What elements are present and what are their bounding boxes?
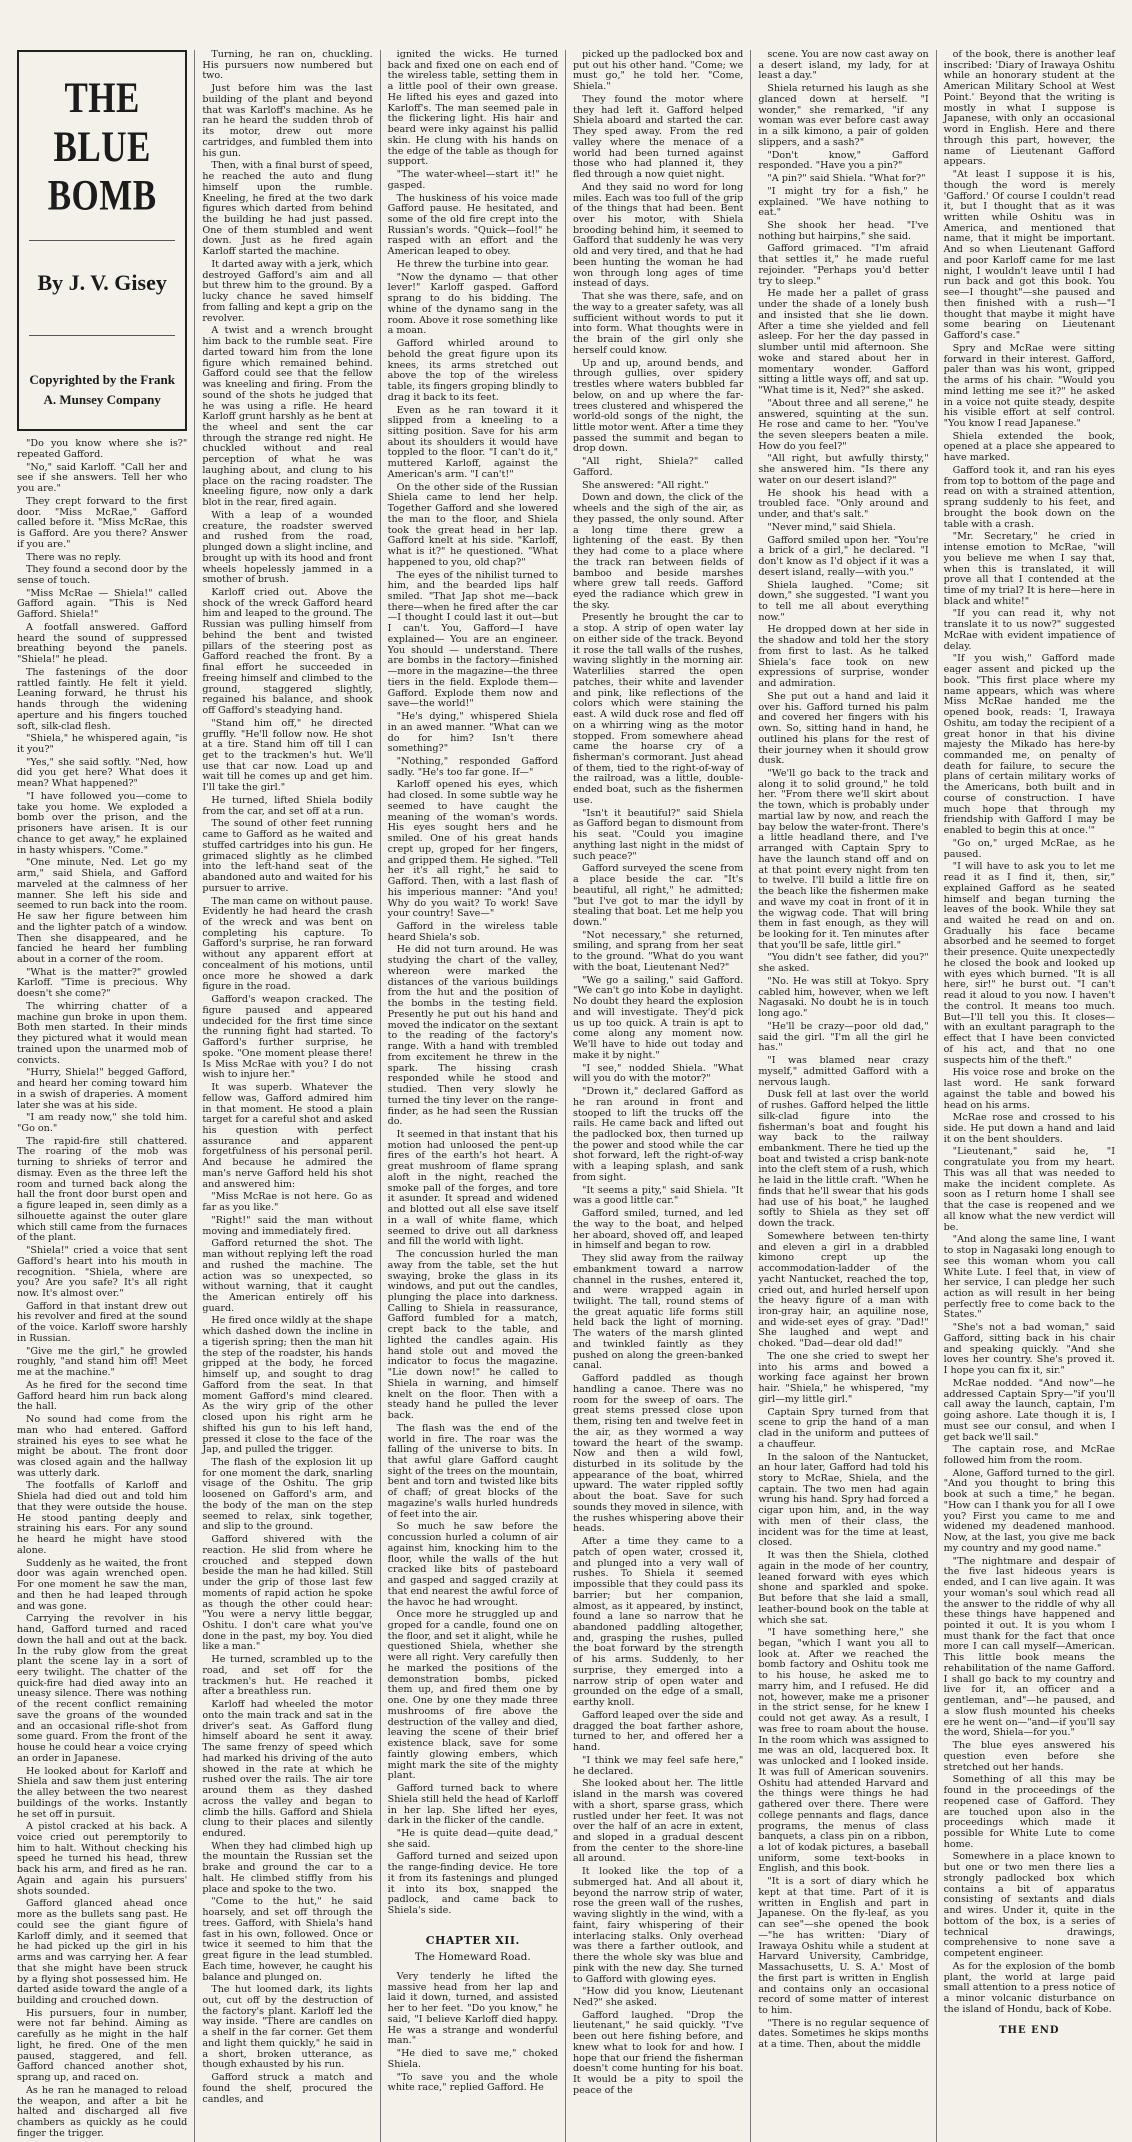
paragraph: With a leap of a wounded creature, the roadster swerved and rushed from the road, plunged down a slight incline, and brought up with its hood and front wheels hopelessly jammed in a smother of brush. bbox=[202, 509, 373, 586]
paragraph: "I might try for a fish," he explained. "We have nothing to eat." bbox=[758, 185, 929, 219]
paragraph: McRae nodded. "And now"—he addressed Captain Spry—"if you'll call away the launch, captain, I'm going ashore. Late though it is, I must see our consul, and when I get back we'll sail." bbox=[943, 1377, 1115, 1443]
paragraph: "No. He was still at Tokyo. Spry cabled him, however, when we left Nagasaki. No doubt he is in touch long ago." bbox=[758, 975, 929, 1020]
paragraph: Gafford turned back to where Shiela still held the head of Karloff in her lap. She lifted her eyes, dark in the flicker of the candle. bbox=[387, 1783, 558, 1827]
paragraph: "Drown it," declared Gafford as he ran around in front and stooped to lift the trucks off the rails. He came back and lifted out the padlocked box, then turned up the power and stood while the car shot forward, left the right-of-way with a leaping splash, and sank from sight. bbox=[572, 1086, 744, 1183]
paragraph: So much he saw before the concussion hurled a column of air against him, knocking him to the floor, while the walls of the hut cracked like bits of pasteboard and gasped and sagged crazily at that end nearest the awful force of the havoc he had wrought. bbox=[387, 1521, 558, 1608]
paragraph: "Shiela," he whispered again, "is it you?" bbox=[17, 733, 188, 756]
paragraph: Karloff had wheeled the motor onto the main track and sat in the driver's seat. As Gafford flung himself aboard he sent it away. The same frenzy of speed which had marked his driving of the auto showed in the rate at which he rushed over the rails. The air tore around them as they dashed across the valley and began to climb the hills. Gafford and Shiela clung to their places and silently endured. bbox=[202, 1699, 373, 1839]
paragraph: Gafford returned the shot. The man without replying left the road and rushed the machine. The action was so unexpected, so without warning, that it caught the American entirely off his guard. bbox=[202, 1238, 373, 1314]
paragraph: Once more he struggled up and groped for a candle, found one on the floor, and set it alight, while he questioned Shiela, whether she were all right. Very carefully then he marked the positions of the demonstration bombs, picked them up, and fired them one by one. One by one they made three mushrooms of fire above the destruction of the valley and died, leaving the scene of their brief existence black, save for some faintly glowing embers, which might mark the site of the mighty plant. bbox=[387, 1609, 558, 1782]
paragraph: He made her a pallet of grass under the shade of a lonely bush and insisted that she lie down. After a time she yielded and fell asleep. For her the day passed in slumber until mid afternoon. She woke and stared about her in momentary wonder. Gafford sitting a little ways off, and sat up. "What time is it, Ned?" she asked. bbox=[758, 288, 929, 397]
paragraph: It darted away with a jerk, which destroyed Gafford's aim and all but threw him to the ground. By a lucky chance he saved himself from falling and kept a grip on the revolver. bbox=[202, 258, 373, 324]
paragraph: It was then the Shiela, clothed again in the mode of her country, leaned forward with eyes which shone and sparkled and spoke. But before that she laid a small, leather-bound book on the table at which she sat. bbox=[758, 1550, 929, 1626]
paragraph: The flash was the end of the world in fire. The roar was the falling of the universe to bits. In that awful glare Gafford caught sight of the trees on the mountain, bent and torn and twisted like bits of chaff; of great blocks of the magazine's walls hurled hundreds of feet into the air. bbox=[387, 1422, 558, 1520]
paragraph: Very tenderly he lifted the massive head from her lap and laid it down, turned, and assisted her to her feet. "Do you know," he said, "I believe Karloff died happy. He was a strange and wonderful man." bbox=[387, 1970, 558, 2047]
paragraph: "I have something here," she began, "which I want you all to look at. After we reached the bomb factory and Oshitu took me to his house, he asked me to marry him, and I refused. He did not, however, make me a prisoner in the strict sense, for he knew I could not get away. As a result, I was free to roam about the house. In the room which was assigned to me was an old, lacquered box. It was unlocked and I looked inside. It was full of American souvenirs. Oshitu had attended Harvard and the things were things he had gathered over there. There were college pennants and flags, dance programs, the menus of class banquets, a class pin on a ribbon, a lot of kodak pictures, a baseball uniform, some text-books in English, and this book. bbox=[758, 1627, 929, 1875]
paragraph: No sound had come from the man who had entered. Gafford strained his eyes to see what he might be about. The front door was closed again and the hallway was utterly dark. bbox=[17, 1414, 188, 1479]
column-4 bbox=[566, 50, 751, 2142]
column-1-text bbox=[17, 439, 187, 2139]
paragraph: Gafford grimaced. "I'm afraid that settles it," he made rueful rejoinder. "Perhaps you'd better try to sleep." bbox=[758, 243, 929, 287]
column-grid bbox=[10, 49, 1122, 2139]
paragraph: Something of all this may be found in the proceedings of the reopened case of Gafford. They are touched upon also in the proceedings which made it possible for White Lute to come home. bbox=[943, 1774, 1115, 1850]
paragraph: "We'll go back to the track and along it to solid ground," he told her. "From there we'll skirt about the town, which is probably under martial law by now, and reach the bay below the water-front. There's a little headland there, and I've arranged with Captain Spry to have the launch stand off and on at that point every night from ten to twelve. I'll build a little fire on the beach like the fishermen make and wave my coat in front of it in the wigwag code. That will bring them in fast enough, as they will be looking for it. Ten minutes after that you'll be safe, little girl." bbox=[758, 768, 929, 951]
column-3-text bbox=[388, 50, 558, 1917]
paragraph: "It is a sort of diary which he kept at that time. Part of it is written in English and part in Japanese. On the fly-leaf, as you can see"—she opened the book—"he has written: 'Diary of Irawaya Oshitu while a student at Harvard University, Cambridge, Massachusetts, U. S. A.' Most of the first part is written in English and contains only an occasional record of some matter of interest to him. bbox=[758, 1876, 929, 2016]
paragraph: "Mr. Secretary," he cried in intense emotion to McRae, "will you believe me when I say that, when this is translated, it will prove all that I contended at the time of my trial? It is here—here in black and white!" bbox=[943, 531, 1115, 607]
paragraph: Gafford struck a match and found the shelf, procured the candles, and bbox=[202, 2072, 373, 2105]
paragraph: "The water-wheel—start it!" he gasped. bbox=[387, 169, 558, 191]
paragraph: Gafford paddled as though handling a canoe. There was no room for the sweep of oars. The great stems pressed close upon them, rising ten and twelve feet in the air, as they wormed a way toward the heart of the swamp. Now and then a wild fowl, disturbed in its solitude by the appearance of the boat, whirred upward. The water rippled softly about the boat. Save for such sounds they moved in silence, with the rushes whispering above their heads. bbox=[572, 1373, 744, 1535]
paragraph: "All right, but awfully thirsty," she answered him. "Is there any water on our desert island?" bbox=[758, 453, 929, 486]
paragraph: Gafford in that instant drew out his revolver and fired at the sound of the voice. Karloff swore harshly in Russian. bbox=[17, 1300, 188, 1344]
paragraph: The sound of other feet running came to Gafford as he waited and stuffed cartridges into his gun. He grimaced slightly as he climbed into the left-hand seat of the abandoned auto and waited for his pursuer to arrive. bbox=[202, 818, 373, 894]
paragraph: McRae rose and crossed to his side. He put down a hand and laid it on the bent shoulders. bbox=[943, 1112, 1115, 1145]
paragraph: There was no reply. bbox=[26, 551, 122, 563]
paragraph: Gafford took it, and ran his eyes from top to bottom of the page and read on with a strained attention, sprang suddenly to his feet, and brought the book down on the table with a crash. bbox=[943, 464, 1115, 530]
paragraph: "Hurry, Shiela!" begged Gafford, and heard her coming toward him in a swish of draperies. A moment later she was at his side. bbox=[17, 1067, 188, 1111]
paragraph: "We go a sailing," said Gafford. "We can't go into Kobe in daylight. No doubt they heard the explosion and will investigate. They'd pick us up too quick. A train is apt to come along any moment now. We'll have to hide out today and make it by night." bbox=[572, 974, 744, 1061]
paragraph: "What is the matter?" growled Karloff. "Time is precious. Why doesn't she come?" bbox=[17, 966, 188, 1000]
paragraph: He shook his head with a troubled face. "Only around and under, and that's salt." bbox=[758, 487, 929, 521]
paragraph: On the other side of the Russian Shiela came to lend her help. Together Gafford and she lowered the man to the floor, and Shiela took the great head in her lap. Gafford knelt at his side. "Karloff, what is it?" he questioned. "What happened to you, old chap?" bbox=[387, 481, 558, 568]
column-5 bbox=[751, 50, 936, 2142]
paragraph: "Shiela!" cried a voice that sent Gafford's heart into his mouth in recognition. "Shiela, where are you? Are you safe? It's all right now. It's almost over." bbox=[17, 1245, 188, 1299]
paragraph: His pursuers, four in number, were not far behind. Aiming as carefully as he might in the half light, he fired. One of the men paused, staggered, and fell. Gafford chanced another shot, sprang up, and raced on. bbox=[17, 2007, 188, 2084]
paragraph: His voice rose and broke on the last word. He sank forward against the table and bowed his head on his arms. bbox=[943, 1067, 1115, 1111]
title-divider bbox=[29, 240, 175, 241]
paragraph: "Miss McRae is not here. Go as far as you like." bbox=[202, 1191, 373, 1214]
paragraph: The flash of the explosion lit up for one moment the dark, snarling visage of the Oshitu. The grip loosened on Gafford's arm, and the body of the man on the step seemed to relax, sink together, and slip to the ground. bbox=[202, 1457, 373, 1533]
paragraph: Presently he brought the car to a stop. A strip of open water lay on either side of the track. Beyond it rose the tall walls of the rushes, waving slightly in the morning air. Waterlilies starred the open patches, their white and lavender and pink, like reflections of the colors which were staining the east. A wild duck rose and fled off on a whirring wing as the motor stopped. From somewhere ahead came the hoarse cry of a fisherman's cormorant. Just ahead of them, tied to the right-of-way of the railroad, was a little, double-ended boat, such as the fishermen use. bbox=[572, 612, 744, 806]
paragraph: Shiela extended the book, opened at a place she appeared to have marked. bbox=[943, 430, 1115, 464]
paragraph: Suddenly as he waited, the front door was again wrenched open. For one moment he saw the man, and then he had leaped through and was gone. bbox=[17, 1557, 188, 1612]
paragraph: Somewhere in a place known to but one or two men there lies a strongly padlocked box which contains a bit of apparatus consisting of sextants and dials and wires. Under it, quite in the bottom of the box, is a series of technical drawings, comprehensive to none save a competent engineer. bbox=[943, 1851, 1115, 1960]
paragraph: It looked like the top of a submerged hat. And all about it, beyond the narrow strip of water, rose the green wall of the rushes, waving slightly in the wind, with a faint, fairy whispering of their interlacing stalks. Only overhead was there a farther outlook, and there the whole sky was blue and pink with the new day. She turned to Gafford with glowing eyes. bbox=[572, 1866, 744, 1985]
paragraph: She shook her head. "I've nothing but hairpins," she said. bbox=[758, 220, 929, 242]
paragraph: Karloff opened his eyes, which had closed. In some subtle way he seemed to have caught the meaning of the woman's words. His eyes sought hers and he smiled. One of his great hands crept up, groped for her fingers, and gripped them. He sighed. "Tell her it's all right," he said to Gafford. Then, with a last flash of his imperious manner: "And you! Why do you wait? To work! Save your country! Save—" bbox=[387, 779, 558, 920]
paragraph: As he fired for the second time Gafford heard him run back along the hall. bbox=[17, 1379, 188, 1413]
paragraph: She put out a hand and laid it over his. Gafford turned his palm and covered her fingers with his own. So, sitting hand in hand, he outlined his plans for the rest of their journey when it should grow dusk. bbox=[758, 690, 929, 767]
paragraph: The eyes of the nihilist turned to him, and the bearded lips half smiled. "That Jap shot me—back there—when he fired after the car—I thought I could last it out—but I can't. You, Gafford—I have explained— You are an engineer. You should — understand. There are bombs in the factory—finished—more in the magazine—the three tiers in the field. Explode them—Gafford. Explode them now and save—the world!" bbox=[387, 569, 558, 710]
paragraph: Down and down, the click of the wheels and the sigh of the air, as they passed, the only sound. After a long time there grew a lightening of the east. By then they had come to a place where the track ran between fields of bamboo and beside marshes where grew tall reeds. Gafford eyed the radiance which grew in the sky. bbox=[572, 492, 744, 611]
paragraph: "Right!" said the man without moving and immediately fired. bbox=[202, 1214, 373, 1237]
paragraph: "How did you know, Lieutenant Ned?" she asked. bbox=[572, 1986, 744, 2008]
paragraph: "Give me the girl," he growled roughly, "and stand him off! Meet me at the machine." bbox=[17, 1345, 188, 1379]
paragraph: As he ran he managed to reload the weapon, and after a bit he halted and discharged all five chambers as quickly as he could finger the trigger. bbox=[17, 2084, 188, 2139]
paragraph: "I have followed you—come to take you home. We exploded a bomb over the prison, and the prisoners have arisen. It is our chance to get away," he explained in hasty whispers. "Come." bbox=[17, 790, 188, 856]
paragraph: Gafford laughed. "Drop the lieutenant," he said quickly. "I've been out here fishing before, and knew what to look for and how. I hope that our friend the fisherman doesn't come hunting for his boat. It would be a pity to spoil the peace of the bbox=[572, 2009, 744, 2096]
paragraph: scene. You are now cast away on a desert island, my lady, for at least a day." bbox=[758, 49, 929, 82]
column-2 bbox=[195, 50, 380, 2142]
paragraph: The blue eyes answered his question even before she stretched out her hands. bbox=[943, 1740, 1115, 1773]
paragraph: Dusk fell at last over the world of rushes. Gafford helped the little silk-clad figure into the fisherman's boat and fought his way back to the railway embankment. There he tied up the boat and twisted a crisp bank-note into the cleft stem of a rush, which he laid in the little craft. "When he finds that he'll swear that his gods had use of his boat," he laughed softly to Shiela as they set off down the track. bbox=[758, 1089, 929, 1230]
paragraph: She looked about her. The little island in the marsh was covered with a short, sparse grass, which rustled under her feet. It was not over the half of an acre in extent, and sloped in a gradual descent from the center to the shore-line all around. bbox=[572, 1778, 744, 1865]
paragraph: "A pin?" said Shiela. "What for?" bbox=[767, 173, 926, 185]
paragraph: picked up the padlocked box and put out his other hand. "Come; we must go," he told her. "Come, Shiela." bbox=[572, 49, 744, 93]
paragraph: The one she cried to swept her into his arms and bowed a working face against her brown hair. "Shiela," he whispered, "my girl—my little girl." bbox=[758, 1350, 929, 1405]
column-3-text-after-chapter bbox=[388, 1972, 558, 2094]
paragraph: Just before him was the last building of the plant and beyond that was Karloff's machine. As he ran he heard the sudden throb of its motor, drew out more cartridges, and fumbled them into his gun. bbox=[202, 83, 373, 159]
paragraph: "Miss McRae — Shiela!" called Gafford again. "This is Ned Gafford. Shiela!" bbox=[17, 587, 188, 621]
paragraph: Karloff cried out. Above the shock of the wreck Gafford heard him and leaped to the ground. The Russian was pulling himself from behind the bent and twisted pillars of the steering post as Gafford reached the front. By a final effort he succeeded in freeing himself and climbed to the ground, staggered slightly, regained his balance, and shook off Gafford's steadying hand. bbox=[202, 586, 373, 717]
paragraph: Captain Spry turned from that scene to grip the hand of a man clad in the uniform and puttees of a chauffeur. bbox=[758, 1406, 929, 1450]
paragraph: Carrying the revolver in his hand, Gafford turned and raced down the hall and out at the back. In the ruby glow from the great plant the scene lay in a sort of eery twilight. The chatter of the quick-fire had died away into an uneasy silence. There was nothing of the recent conflict remaining save the groans of the wounded and an occasional rifle-shot from some guard. From the front of the house he could hear a voice crying an order in Japanese. bbox=[17, 1613, 188, 1764]
paragraph: The whirring chatter of a machine gun broke in upon them. Both men started. In their minds they pictured what it would mean trained upon the unarmed mob of convicts. bbox=[17, 1000, 188, 1066]
paragraph: "Now the dynamo — that other lever!" Karloff gasped. Gafford sprang to do his bidding. The whine of the dynamo sang in the room. Above it rose something like a moan. bbox=[387, 271, 558, 337]
column-5-text bbox=[758, 50, 928, 2051]
paragraph: "I think we may feel safe here," he declared. bbox=[572, 1754, 744, 1777]
chapter-name: The Homeward Road. bbox=[414, 1951, 531, 1964]
paragraph: He fired once wildly at the shape which dashed down the incline in a tigerish spring; then the man hit the step of the roadster, his hands gripped at the body, he forced himself up, and sought to drag Gafford from the seat. In that moment Gafford's mind cleared. As the wiry grip of the other closed upon his right arm he shifted his gun to his left hand, pressed it close to the face of the Jap, and pulled the trigger. bbox=[202, 1315, 373, 1456]
paragraph: Gafford smiled upon her. "You're a brick of a girl," he declared. "I don't know as I'd object if it was a desert island, really—with you." bbox=[758, 534, 929, 578]
paragraph: Then, with a final burst of speed, he reached the auto and flung himself upon the rumble. Kneeling, he fired at the two dark figures which darted from behind the building he had just passed. One of them stumbled and went down. Just as he fired again Karloff started the machine. bbox=[202, 160, 373, 258]
paragraph: Turning, he ran on, chuckling. His pursuers now numbered but two. bbox=[202, 49, 373, 82]
paragraph: "He died to save me," choked Shiela. bbox=[387, 2048, 558, 2070]
paragraph: Gafford shivered with the reaction. He slid from where he crouched and stepped down beside the man he had killed. Still under the grip of those last few moments of rapid action he spoke as though the other could hear: "You were a nervy little beggar, Oshitu. I don't care what you've done in the past, my boy. You died like a man." bbox=[202, 1534, 373, 1653]
paragraph: "I will have to ask you to let me read it as I find it, then, sir," explained Gafford as he seated himself and began turning the leaves of the book. While they sat and waited he read on and on. Gradually his face became absorbed and he seemed to forget their presence. Quite unexpectedly he closed the book and looked up with eyes which burned. "It is all here, sir!" he burst out. "I can't read it aloud to you now. I haven't the control. It means too much. But—I'll tell you this. It closes—with an exultant paragraph to the effect that I have been convicted of his act, and that no one suspects him of the theft." bbox=[943, 861, 1115, 1066]
paragraph: "Do you know where she is?" repeated Gafford. bbox=[17, 438, 188, 460]
paragraph: It seemed in that instant that his motion had unloosed the pent-up fires of the earth's hot heart. A great mushroom of flame sprang aloft in the night, reached the smoke pall of the forges, and tore it asunder. It spread and widened and blotted out all else save itself in a wall of white flame, which seemed to drive out all darkness and fill the world with light. bbox=[387, 1128, 558, 1248]
paragraph: Even as he ran toward it it slipped from a kneeling to a sitting position. Save for his arm about its shoulders it would have toppled to the floor. "I can't do it," muttered Karloff, against the American's arm. "I can't!" bbox=[387, 404, 558, 480]
paragraph: "Yes," she said softly. "Ned, how did you get here? What does it mean? What happened?" bbox=[17, 756, 188, 790]
paragraph: He dropped down at her side in the shadow and told her the story from first to last. As he talked Shiela's face took on new expressions of surprise, wonder and admiration. bbox=[758, 624, 929, 690]
paragraph: Shiela laughed. "Come; sit down," she suggested. "I want you to tell me all about everything now." bbox=[758, 579, 929, 623]
paragraph: In the saloon of the Nantucket, an hour later, Gafford had told his story to McRae, Shiela, and the captain. The two men had again wrung his hand. Spry had forced a cigar upon him, and, in the way with men of their class, the incident was for the time at least, closed. bbox=[758, 1451, 929, 1549]
paragraph: The captain rose, and McRae followed him from the room. bbox=[943, 1444, 1115, 1466]
paragraph: "Come to the hut," he said hoarsely, and set off through the trees. Gafford, with Shiela's hand fast in his own, followed. Once or twice it seemed to him that the great figure in the lead stumbled. Each time, however, he caught his balance and plunged on. bbox=[202, 1896, 373, 1983]
paragraph: "Not necessary," she returned, smiling, and sprang from her seat to the ground. "What do you want with the boat, Lieutenant Ned?" bbox=[572, 929, 744, 973]
paragraph: "One minute, Ned. Let go my arm," said Shiela, and Gafford marveled at the calmness of her manner. She left his side and seemed to run back into the room. He saw her figure between him and the lighter patch of a window. Then she disappeared, and he fancied he heard her fumbling about in a corner of the room. bbox=[17, 857, 188, 965]
title-box bbox=[17, 50, 187, 431]
paragraph: Alone, Gafford turned to the girl. "And you thought to bring this book at such a time," he began. "How can I thank you for all I owe you? First you came to me and widened my deadened manhood. Now, at the last, you give me back my country and my good name." bbox=[943, 1467, 1115, 1554]
paragraph: She answered: "All right." bbox=[581, 479, 709, 491]
byline-divider bbox=[29, 335, 175, 336]
paragraph: "No," said Karloff. "Call her and see if she answers. Tell her who you are." bbox=[17, 461, 188, 495]
paragraph: He turned, scrambled up to the road, and set off for the trackmen's hut. He reached it after a breathless run. bbox=[202, 1654, 373, 1698]
paragraph: They slid away from the railway embankment toward a narrow channel in the rushes, entered it, and were wrapped again in twilight. The tall, round stems of the great aquatic life forms still held back the light of morning. The waters of the marsh glinted and twinkled faintly as they pushed on along the green-banked canal. bbox=[572, 1253, 744, 1372]
paragraph: The rapid-fire still chattered. The roaring of the mob was turning to shrieks of terror and dismay. Even as the three left the room and turned back along the hall the front door burst open and a figure leaped in, seen dimly as a silhouette against the outer glare which still came from the furnaces of the plant. bbox=[17, 1135, 188, 1244]
paragraph: It was superb. Whatever the fellow was, Gafford admired him in that moment. He stood a plain target for a careful shot and asked his question with perfect assurance and apparent forgetfulness of his personal peril. And because he admired the man's nerve Gafford held his shot and answered him: bbox=[202, 1082, 373, 1190]
paragraph: "About three and all serene," he answered, squinting at the sun. He rose and came to her. "You've the seven sleepers beaten a mile. How do you feel?" bbox=[758, 397, 929, 452]
paragraph: The huskiness of his voice made Gafford pause. He hesitated, and some of the old fire crept into the Russian's words. "Quick—fool!" he rasped with an effort and the American leaped to obey. bbox=[387, 192, 558, 258]
paragraph: Gafford in the wireless table heard Shiela's sob. bbox=[387, 921, 558, 943]
paragraph: "If you can read it, why not translate it to us now?" suggested McRae with evident impatience of delay. bbox=[943, 608, 1115, 652]
paragraph: After a time they came to a patch of open water, crossed it, and plunged into a very wall of rushes. To Shiela it seemed impossible that they could pass its barrier; but her companion, almost, as it appeared, by instinct, found a lane so narrow that he abandoned paddling altogether, and, grasping the rushes, pulled the boat forward by the strength of his arms. Suddenly, to her surprise, they emerged into a narrow strip of open water and grounded on the edge of a small, earthy knoll. bbox=[572, 1536, 744, 1709]
paragraph: "He is quite dead—quite dead," she said. bbox=[387, 1827, 558, 1850]
column-6 bbox=[937, 50, 1122, 2142]
paragraph: "Go on," urged McRae, as he paused. bbox=[943, 837, 1115, 860]
paragraph: He turned, lifted Shiela bodily from the car, and set off at a run. bbox=[202, 794, 373, 817]
paragraph: Up and up, around bends, and through gullies, over spidery trestles where waters bubbled far below, on and up where the far-trees clustered and whispered the world-old songs of the night, the little motor went. After a time they passed the summit and began to drop down. bbox=[572, 357, 744, 455]
paragraph: A footfall answered. Gafford heard the sound of suppressed breathing beyond the panels. "Shiela!" he plead. bbox=[17, 621, 188, 666]
column-1 bbox=[10, 50, 195, 2142]
paragraph: The footfalls of Karloff and Shiela had died out and told him that they were outside the house. He stood panting deeply and straining his ears. For any sound he heard he might have stood alone. bbox=[17, 1480, 188, 1556]
paragraph: "To save you and the whole white race," replied Gafford. He bbox=[387, 2071, 558, 2094]
chapter-heading bbox=[388, 1935, 558, 1964]
paragraph: The concussion hurled the man away from the table, set the hut swaying, broke the glass in its windows, and put out the candles, plunging the place into darkness. Calling to Shiela in reassurance, Gafford fumbled for a match, crept back to the table, and lighted the candles again. His hand stole out and moved the indicator to focus the magazine. "Lie down now!" he called to Shiela in warning, and himself knelt on the floor. Then with a steady hand he pulled the lever back. bbox=[387, 1249, 558, 1422]
paragraph: "All right, Shiela?" called Gafford. bbox=[572, 456, 744, 478]
paragraph: "I was blamed near crazy myself," admitted Gafford with a nervous laugh. bbox=[758, 1055, 929, 1088]
paragraph: "Isn't it beautiful?" said Shiela as Gafford began to dismount from his seat. "Could you imagine anything last night in the midst of such peace?" bbox=[572, 807, 744, 862]
paragraph: Shiela returned his laugh as she glanced down at herself. "I wonder," she remarked, "if any woman was ever before cast away in a silk kimono, a pair of golden slippers, and a sash?" bbox=[758, 83, 929, 148]
column-3 bbox=[381, 50, 566, 2142]
paragraph: "And along the same line, I want to stop in Nagasaki long enough to see this woman whom you call White Lute. I feel that, in view of her service, I can pledge her such action as will result in her being perfectly free to come back to the States." bbox=[943, 1234, 1115, 1321]
paragraph: And they said no word for long miles. Each was too full of the grip of the things that had been. Bent over his motor, with Shiela brooding behind him, it seemed to Gafford that suddenly he was very old and very tired, and that he had been hunting the woman he had won through long ages of time instead of days. bbox=[572, 181, 744, 290]
paragraph: He threw the turbine into gear. bbox=[396, 258, 549, 270]
paragraph: Gafford smiled, turned, and led the way to the boat, and helped her aboard, shoved off, and leaped in himself and began to row. bbox=[572, 1208, 744, 1252]
chapter-number: CHAPTER XII. bbox=[425, 1933, 520, 1947]
paragraph: He looked about for Karloff and Shiela and saw them just entering the alley between the two nearest buildings of the works. Instantly he set off in pursuit. bbox=[17, 1765, 188, 1820]
paragraph: He did not turn around. He was studying the chart of the valley, whereon were marked the distances of the various buildings from the hut and the position of the bombs in the testing field. Presently he put out his hand and moved the indicator on the sextant to the reading of the factory's range. With a hand with trembled from excitement he threw in the spark. The hissing crash responded while he stood and studied. Then very slowly he turned the tiny lever on the range-finder, as he had seen the Russian do. bbox=[387, 944, 558, 1128]
paragraph: "He's dying," whispered Shiela in an awed manner. "What can we do for him? Isn't there something?" bbox=[387, 711, 558, 755]
column-6-text bbox=[944, 50, 1115, 2015]
paragraph: They crept forward to the first door. "Miss McRae," Gafford called before it. "Miss McRae, this is Gafford. Are you there? Answer if you are." bbox=[17, 495, 188, 550]
paragraph: "Don't know," Gafford responded. "Have you a pin?" bbox=[758, 149, 929, 172]
paragraph: A twist and a wrench brought him back to the rumble seat. Fire darted toward him from the lone figure which remained behind. Gafford could see that the fellow was kneeling and firing. From the sound of the shots he judged that he was using a rifle. He heard Karloff grunt harshly as he bent at the wheel and sent the car through the strange red night. He chuckled without and real perception of what he was laughing about, and clung to his place on the racing roadster. The kneeling figure, now only a dark blot in the rear, fired again. bbox=[202, 325, 373, 509]
paragraph: "At least I suppose it is his, though the word is merely 'Gafford.' Of course I couldn't read it, but I thought that as it was written while Oshitu was in America, and mentioned that name, that it might be important. And so when Lieutenant Gafford and poor Karloff came for me last night, I wouldn't leave until I had run back and got this book. You see—I thought"—she paused and then finished with a rush—"I thought that maybe it might have some bearing on Lieutenant Gafford's case." bbox=[943, 169, 1115, 342]
paragraph: "It seems a pity," said Shiela. "It was a good little car." bbox=[572, 1184, 744, 1207]
paragraph: "I see," nodded Shiela. "What will you do with the motor?" bbox=[572, 1062, 744, 1085]
paragraph: Spry and McRae were sitting forward in their interest. Gafford, paler than was his wont, gripped the arms of his chair. "Would you mind letting me see it?" he asked in a voice not quite steady, despite his visible effort at self control. "You know I read Japanese." bbox=[943, 342, 1115, 429]
paragraph: "Never mind," said Shiela. bbox=[767, 521, 896, 533]
paragraph: Gafford whirled around to behold the great figure upon its knees, its arms stretched out above the top of the wireless table, its fingers groping blindly to drag it back to its feet. bbox=[387, 338, 558, 403]
paragraph: The man came on without pause. Evidently he had heard the crash of the wreck and was bent on completing his capture. To Gafford's surprise, he ran forward without any apparent effort at concealment of his motions, until once more he showed a dark figure in the road. bbox=[202, 895, 373, 993]
paragraph: That she was there, safe, and on the way to a greater safety, was all sufficient without words to put it into form. What thoughts were in the brain of the girl only she herself could know. bbox=[572, 291, 744, 356]
copyright-notice: Copyrighted by the Frank A. Munsey Company bbox=[29, 372, 175, 407]
paragraph: "Stand him off," he directed gruffly. "He'll follow now. He shot at a tire. Stand him off till I can get to the trackmen's hut. We'll use that car now. Load up and wait till he comes up and get him. I'll take the girl." bbox=[202, 717, 373, 794]
paragraph: Somewhere between ten-thirty and eleven a girl in a drabbled kimono crept up the accommodation-ladder of the yacht Nantucket, reached the top, cried out, and hurled herself upon the heavy figure of a man with iron-gray hair, an aquiline nose, and wide-set eyes of gray. "Dad!" She laughed and wept and choked. "Dad—dear old dad!" bbox=[758, 1230, 929, 1350]
paragraph: Gafford turned and seized upon the range-finding device. He tore it from its fastenings and plunged it into its box, snapped the padlock, and came back to Shiela's side. bbox=[387, 1851, 558, 1917]
paragraph: The fastenings of the door rattled faintly. He felt it yield. Leaning forward, he thrust his hands through the widening aperture and his fingers touched soft, silk-clad flesh. bbox=[17, 666, 188, 732]
paragraph: When they had climbed high up the mountain the Russian set the brake and ground the car to a halt. He climbed stiffly from his place and spoke to the two. bbox=[202, 1840, 373, 1895]
story-title: THE BLUE BOMB bbox=[47, 73, 157, 221]
paragraph: Gafford glanced ahead once more as the bullets sang past. He could see the giant figure of Karloff dimly, and it seemed that he had picked up the girl in his arms and was carrying her. A fear that she might have been struck by a flying shot possessed him. He darted aside toward the angle of a building and crouched down. bbox=[17, 1898, 188, 2006]
paragraph: They found a second door by the sense of touch. bbox=[17, 564, 188, 586]
paragraph: "Nothing," responded Gafford sadly. "He's too far gone. If—" bbox=[387, 756, 558, 778]
paragraph: "I am ready now," she told him. "Go on." bbox=[17, 1112, 188, 1134]
paragraph: "He'll be crazy—poor old dad," said the girl. "I'm all the girl he has." bbox=[758, 1020, 929, 1054]
paragraph: "She's not a bad woman," said Gafford, sitting back in his chair and speaking quickly. "And she loves her country. She's proved it. I hope you can fix it, sir." bbox=[943, 1322, 1115, 1377]
paragraph: "You didn't see father, did you?" she asked. bbox=[758, 952, 929, 975]
paragraph: They found the motor where they had left it. Gafford helped Shiela aboard and started the car. They sped away. From the red valley where the menace of a world had been turned against those who had planned it, they fled through a now quiet night. bbox=[572, 93, 744, 181]
column-2-text bbox=[202, 50, 372, 2105]
column-4-text bbox=[573, 50, 743, 2097]
paragraph: As for the explosion of the bomb plant, the world at large paid small attention to a press notice of a minor volcanic disturbance on the island of Hondu, back of Kobe. bbox=[943, 1960, 1115, 2015]
paragraph: A pistol cracked at his back. A voice cried out peremptorily to him to halt. Without checking his speed he turned his head, threw back his arm, and fired as he ran. Again and again his pursuers' shots sounded. bbox=[17, 1821, 188, 1897]
paragraph: The hut loomed dark, its lights out, cut off by the destruction of the factory's plant. Karloff led the way inside. "There are candles on a shelf in the far corner. Get them and light them quickly," he said in a short, broken utterance, as though exhausted by his run. bbox=[202, 1984, 373, 2071]
paragraph: Gafford's weapon cracked. The figure paused and appeared undecided for the first time since the running fight had started. To Gafford's further surprise, he spoke. "One moment please there! Is Miss McRae with you? I do not wish to injure her." bbox=[202, 994, 373, 1081]
paragraph: "Lieutenant," said he, "I congratulate you from my heart. This was all that was needed to make the incident complete. As soon as I return home I shall see that the case is reopened and we all know what the new verdict will be. bbox=[943, 1146, 1115, 1233]
paragraph: "If you wish," Gafford made eager assent and picked up the book. "This first place where my name appears, which was where Miss McRae handed me the opened book, reads: 'I, Irawaya Oshitu, am today the recipient of a great honor in that his divine majesty the Mikado has here-by commanded me, on penalty of death for failure, to secure the plans of certain military works of the Americans, both built and in course of construction. I have much hope that through my friendship with Gafford I may be enabled to begin this at once.'" bbox=[943, 653, 1115, 837]
paragraph: "There is no regular sequence of dates. Sometimes he skips months at a time. Then, about the middle bbox=[758, 2017, 929, 2051]
paragraph: ignited the wicks. He turned back and fixed one on each end of the wireless table, setting them in a little pool of their own grease. He lifted his eyes and gazed into Karloff's. The man seemed pale in the flickering light. His hair and beard were inky against his pallid skin. He clung with his hands on the edge of the table as though for support. bbox=[387, 49, 558, 168]
end-marker: THE END bbox=[999, 2025, 1060, 2037]
paragraph: Gafford surveyed the scene from a place beside the car. "It's beautiful, all right," he admitted; "but I've got to mar the idyll by stealing that boat. Let me help you down." bbox=[572, 863, 744, 929]
paragraph: of the book, there is another leaf inscribed: 'Diary of Irawaya Oshitu while an honorary student at the American Military School at West Point.' Beyond that the writing is mostly in what I suppose is Japanese, with only an occasional word in English. Here and there through this part, however, the name of Lieutenant Gafford appears. bbox=[943, 49, 1115, 168]
story-byline: By J. V. Gisey bbox=[37, 269, 167, 295]
paragraph: Gafford leaped over the side and dragged the boat farther ashore, turned to her, and offered her a hand. bbox=[572, 1709, 744, 1754]
paragraph: "The nightmare and despair of the five last hideous years is ended, and I can live again. It was your woman's soul which read all the answer to the riddle of why all these things have happened and pointed it out. It is you whom I must thank for the fact that once more I can call myself—American. This little book means the rehabilitation of the name Gafford. I shall go back to my country and live for it, an officer and a gentleman, and"—he paused, and a slow flush mounted his cheeks ere he went on—"and—if you'll say the word, Shiela—for you." bbox=[943, 1555, 1115, 1739]
